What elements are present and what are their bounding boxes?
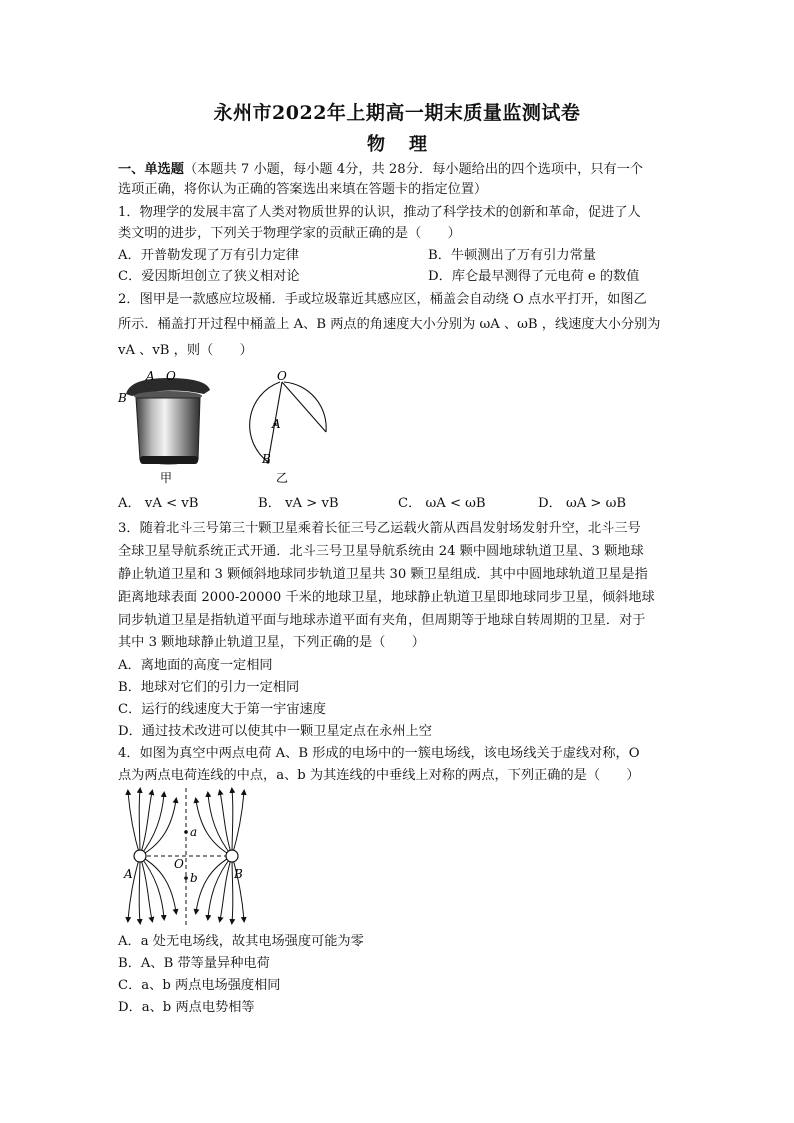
fig4-label-a-point: a — [190, 825, 198, 839]
q1-option-a: A．开普勒发现了万有引力定律 — [118, 248, 299, 263]
section-desc-1: （本题共 7 小题，每小题 4分，共 28分．每小题给出的四个选项中，只有一个 — [183, 162, 644, 177]
q2-option-a: A． vA < vB — [118, 496, 199, 511]
section-intro-line-1 — [118, 160, 643, 180]
fig2-label-o: O — [166, 369, 176, 383]
q1-option-b: B．牛顿测出了万有引力常量 — [428, 248, 596, 263]
q3-option-c: C．运行的线速度大于第一宇宙速度 — [118, 702, 326, 717]
q1-option-d: D．库仑最早测得了元电荷 e 的数值 — [428, 269, 640, 284]
q2-line-2: 所示．桶盖打开过程中桶盖上 A、B 两点的角速度大小分别为 ωA 、ωB ，线速度大小分别为 — [118, 317, 661, 332]
q3-line-5: 同步轨道卫星是指轨道平面与地球赤道平面有夹角，但周期等于地球自转周期的卫星．对于 — [118, 613, 646, 628]
q2-option-b: B． vA > vB — [258, 496, 339, 511]
fig2b-label-o: O — [277, 369, 287, 383]
q4-line-2: 点为两点电荷连线的中点，a、b 为其连线的中垂线上对称的两点，下列正确的是（ ） — [118, 768, 640, 783]
fig4-label-charge-b: B — [234, 867, 243, 881]
q4-option-a: A．a 处无电场线，故其电场强度可能为零 — [118, 934, 364, 949]
section-desc-2: 选项正确，将你认为正确的答案选出来填在答题卡的指定位置） — [118, 182, 488, 197]
q2-option-c: C． ωA < ωB — [398, 496, 486, 511]
exam-title: 永州市2022年上期高一期末质量监测试卷 — [213, 102, 581, 124]
subject-char-1: 物 — [367, 134, 385, 155]
q4-option-d: D．a、b 两点电势相等 — [118, 1000, 255, 1015]
fig-yi-caption: 乙 — [276, 471, 289, 485]
q3-line-2: 全球卫星导航系统正式开通．北斗三号卫星导航系统由 24 颗中圆地球轨道卫星、3 颗地球 — [118, 544, 644, 559]
section-heading: 一、单选题 — [118, 162, 184, 177]
q4-option-c: C．a、b 两点电场强度相同 — [118, 978, 281, 993]
electric-field-figure — [118, 786, 258, 928]
subject-heading — [0, 130, 794, 156]
q3-line-3: 静止轨道卫星和 3 颗倾斜地球同步轨道卫星共 30 颗卫星组成．其中中圆地球轨道卫星是指 — [118, 567, 648, 582]
fig2b-label-a: A — [272, 417, 281, 431]
fig2-label-b: B — [118, 391, 127, 405]
fig-jia-caption: 甲 — [160, 471, 173, 485]
fig2b-label-b: B — [262, 452, 271, 466]
q3-option-d: D．通过技术改进可以使其中一颗卫星定点在永州上空 — [118, 724, 432, 739]
fig4-label-b-point: b — [190, 871, 198, 885]
q4-line-1: 4．如图为真空中两点电荷 A、B 形成的电场中的一簇电场线，该电场线关于虚线对称，O — [118, 746, 640, 761]
fig2-label-a: A — [146, 369, 155, 383]
q2-line-3: vA 、vB ，则（ ） — [118, 343, 253, 358]
q3-line-1: 3．随着北斗三号第三十颗卫星乘着长征三号乙运载火箭从西昌发射场发射升空，北斗三号 — [118, 521, 641, 536]
subject-char-2: 理 — [409, 134, 427, 155]
trash-can-figure — [118, 368, 228, 486]
q1-line-1: 1．物理学的发展丰富了人类对物质世界的认识，推动了科学技术的创新和革命，促进了人 — [118, 205, 641, 220]
q1-option-c: C．爱因斯坦创立了狭义相对论 — [118, 269, 300, 284]
fig4-label-charge-a: A — [124, 867, 133, 881]
q3-line-4: 距离地球表面 2000-20000 千米的地球卫星，地球静止轨道卫星即地球同步卫星，倾斜地球 — [118, 590, 655, 605]
fig4-label-o: O — [174, 857, 184, 871]
q4-option-b: B．A、B 带等量异种电荷 — [118, 956, 270, 971]
q3-option-b: B．地球对它们的引力一定相同 — [118, 680, 300, 695]
q2-line-1: 2．图甲是一款感应垃圾桶．手或垃圾靠近其感应区，桶盖会自动绕 O 点水平打开，如图乙 — [118, 292, 647, 307]
lid-circle-figure — [228, 368, 338, 486]
q2-option-d: D． ωA > ωB — [538, 496, 627, 511]
q1-line-2: 类文明的进步，下列关于物理学家的贡献正确的是（ ） — [118, 226, 461, 241]
q3-line-6: 其中 3 颗地球静止轨道卫星，下列正确的是（ ） — [118, 635, 425, 650]
q3-option-a: A．离地面的高度一定相同 — [118, 658, 273, 673]
